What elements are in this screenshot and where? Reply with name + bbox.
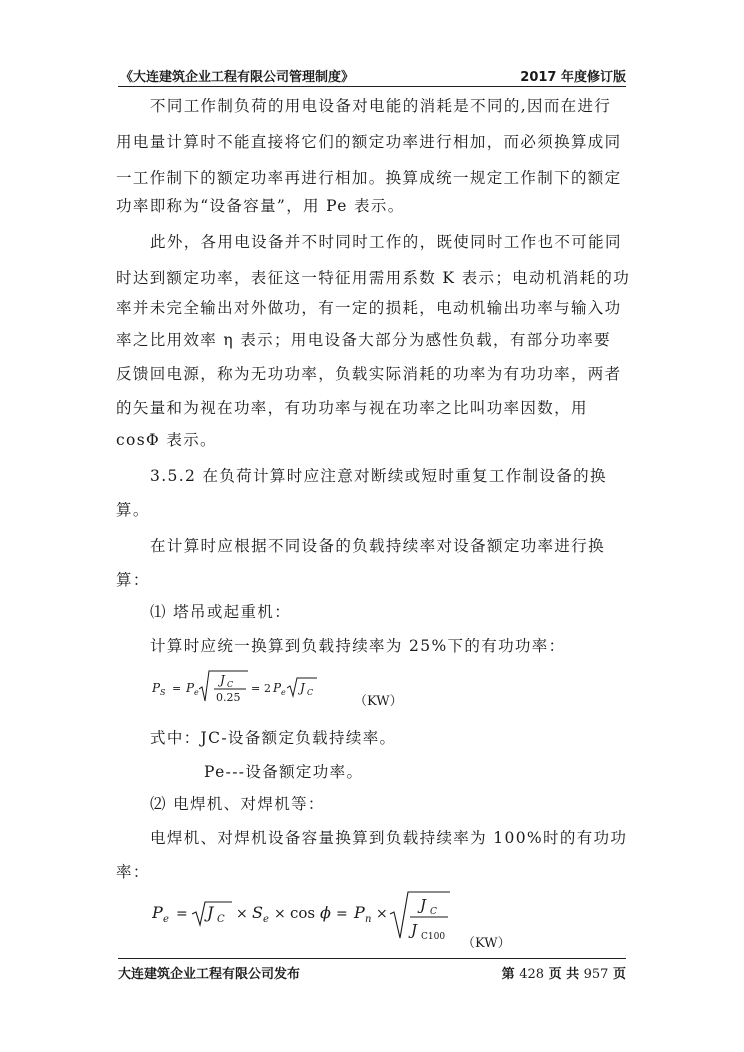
paragraph-line: 算： bbox=[116, 571, 150, 589]
unit-label: （KW） bbox=[354, 694, 403, 709]
formula-subscript: C bbox=[227, 680, 234, 689]
paragraph-line: 不同工作制负荷的用电设备对电能的消耗是不同的,因而在进行 bbox=[150, 97, 612, 115]
formula-welder-power bbox=[152, 888, 452, 942]
formula-subscript: e bbox=[281, 688, 286, 697]
header-rule bbox=[118, 86, 626, 87]
page-number-label bbox=[502, 963, 626, 982]
paragraph-line: 在计算时应根据不同设备的负载持续率对设备额定功率进行换 bbox=[150, 537, 605, 555]
formula-symbol: P bbox=[152, 681, 161, 695]
formula-symbol: P bbox=[354, 903, 365, 922]
edition-label: 2017 年度修订版 bbox=[520, 70, 626, 85]
formula-subscript: e bbox=[194, 688, 199, 697]
formula-operator: = bbox=[336, 906, 348, 922]
formula-number: 0.25 bbox=[216, 691, 241, 704]
formula-subscript: e bbox=[263, 914, 269, 925]
formula-symbol: P bbox=[152, 903, 163, 922]
paragraph-line: 用电量计算时不能直接将它们的额定功率进行相加，而必须换算成同 bbox=[116, 133, 622, 151]
current-page: 428 bbox=[519, 967, 545, 982]
formula-subscript: C100 bbox=[421, 932, 446, 942]
paragraph-line: 的矢量和为视在功率，有功功率与视在功率之比叫功率因数，用 bbox=[116, 399, 588, 417]
formula-subscript: C bbox=[430, 907, 437, 917]
formula-number: 2 bbox=[264, 682, 271, 695]
formula-operator: = bbox=[172, 682, 182, 695]
formula-subscript: e bbox=[163, 914, 169, 925]
formula-subscript: C bbox=[307, 688, 314, 697]
formula-subscript: n bbox=[365, 914, 372, 925]
total-pages: 957 bbox=[583, 967, 609, 982]
formula-operator: × bbox=[236, 906, 248, 922]
paragraph-line: 一工作制下的额定功率再进行相加。换算成统一规定工作制下的额定 bbox=[116, 169, 622, 187]
formula-symbol: J bbox=[411, 921, 418, 939]
paragraph-line: 功率即称为“设备容量”，用 Pe 表示。 bbox=[116, 197, 405, 215]
publisher-label: 大连建筑企业工程有限公司发布 bbox=[118, 967, 301, 982]
list-item: ⑵ 电焊机、对焊机等： bbox=[150, 795, 325, 813]
paragraph-line: 此外，各用电设备并不时同时工作的，既使同时工作也不可能同 bbox=[150, 233, 622, 251]
paragraph-line: 率之比用效率 η 表示；用电设备大部分为感性负载，有部分功率要 bbox=[116, 331, 611, 349]
footer-rule bbox=[118, 958, 626, 959]
page-header bbox=[118, 66, 626, 86]
formula-crane-power bbox=[152, 668, 362, 706]
paragraph-line: Pe---设备额定功率。 bbox=[204, 763, 364, 781]
paragraph-line: 率并未完全输出对外做功，有一定的损耗，电动机输出功率与输入功 bbox=[116, 299, 622, 317]
formula-operator: × bbox=[274, 906, 286, 922]
formula-operator: × bbox=[376, 906, 388, 922]
page-footer bbox=[118, 963, 626, 983]
page-suffix: 页 bbox=[612, 967, 626, 982]
paragraph-line: 反馈回电源，称为无功功率，负载实际消耗的功率为有功功率，两者 bbox=[116, 365, 622, 383]
formula-symbol: P bbox=[186, 681, 195, 695]
formula-symbol: J bbox=[207, 903, 214, 922]
formula-symbol: P bbox=[273, 681, 282, 695]
formula-subscript: S bbox=[160, 688, 166, 697]
list-item: ⑴ 塔吊或起重机： bbox=[150, 603, 292, 621]
formula-operator: = bbox=[176, 906, 188, 922]
formula-subscript: C bbox=[217, 914, 225, 925]
paragraph-line: 时达到额定功率，表征这一特征用需用系数 K 表示；电动机消耗的功 bbox=[116, 269, 631, 287]
formula-symbol: J bbox=[420, 896, 427, 914]
paragraph-line: 率： bbox=[116, 863, 150, 881]
paragraph-line: 式中：JC-设备额定负载持续率。 bbox=[150, 729, 397, 747]
page-prefix: 第 bbox=[501, 967, 515, 982]
paragraph-line: 电焊机、对焊机设备容量换算到负载持续率为 100%时的有功功 bbox=[150, 829, 628, 847]
document-title: 《大连建筑企业工程有限公司管理制度》 bbox=[120, 70, 355, 85]
formula-operator: = bbox=[251, 682, 261, 695]
formula-symbol: J bbox=[220, 673, 225, 687]
paragraph-line: 算。 bbox=[116, 501, 150, 519]
section-heading: 3.5.2 在负荷计算时应注意对断续或短时重复工作制设备的换 bbox=[150, 467, 607, 485]
unit-label: （KW） bbox=[462, 936, 511, 951]
formula-symbol: J bbox=[300, 681, 305, 695]
formula-symbol: ϕ bbox=[320, 903, 331, 922]
formula-symbol: S bbox=[252, 903, 263, 922]
paragraph-line: 计算时应统一换算到负载持续率为 25%下的有功功率： bbox=[150, 637, 566, 655]
formula-function: cos bbox=[290, 904, 316, 922]
page-mid: 页 共 bbox=[548, 967, 580, 982]
paragraph-line: cosΦ 表示。 bbox=[116, 431, 217, 449]
